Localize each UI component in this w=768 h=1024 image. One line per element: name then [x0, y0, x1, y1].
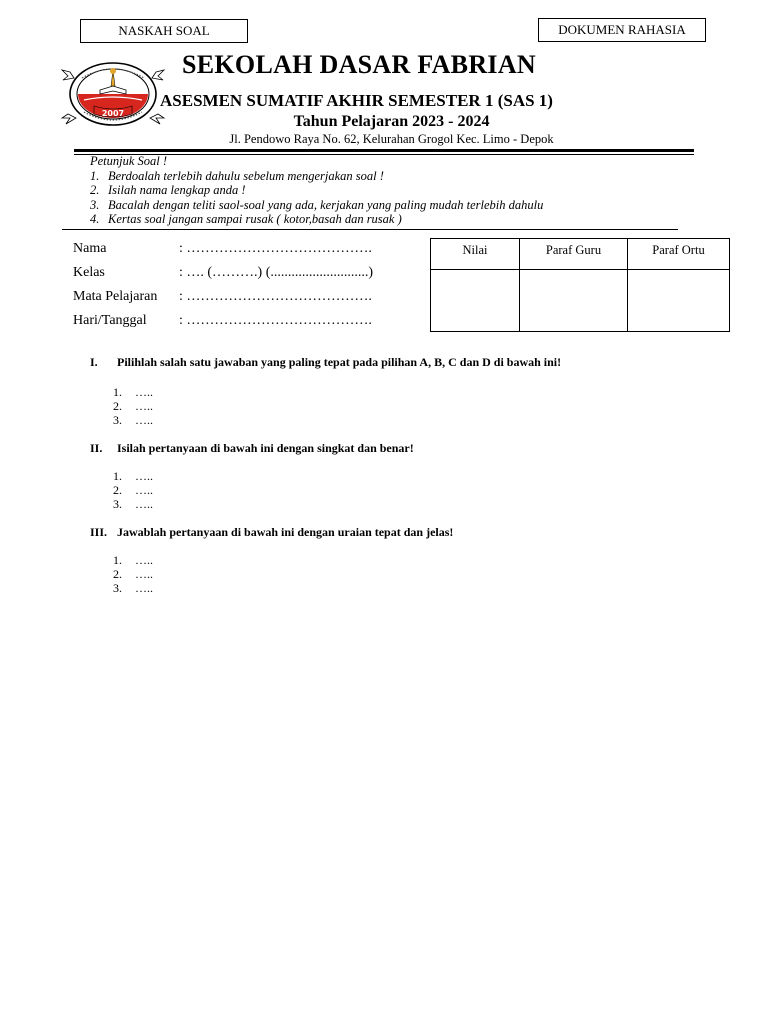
question-item — [113, 399, 153, 413]
question-number: 2. — [113, 567, 122, 581]
identity-row-mata-pelajaran[interactable] — [73, 285, 373, 309]
question-text: ….. — [135, 469, 153, 483]
academic-year: Tahun Pelajaran 2023 - 2024 — [293, 113, 490, 130]
crest-year: 2007 — [101, 109, 125, 118]
identity-fill-line[interactable]: : …………………………………. — [179, 289, 372, 304]
section-number: III. — [90, 525, 108, 539]
identity-row-kelas[interactable] — [73, 261, 373, 285]
question-item — [113, 497, 153, 511]
question-item — [113, 385, 153, 399]
column-header-nilai: Nilai — [431, 239, 520, 270]
question-text: ….. — [135, 553, 153, 567]
question-text: ….. — [135, 385, 153, 399]
question-text: ….. — [135, 413, 153, 427]
identity-label: Nama — [73, 241, 107, 256]
naskah-soal-label: NASKAH SOAL — [80, 19, 248, 43]
question-item — [113, 567, 153, 581]
question-number: 1. — [113, 469, 122, 483]
instruction-text: Berdoalah terlebih dahulu sebelum mengerjakan soal ! — [108, 168, 384, 183]
school-address: Jl. Pendowo Raya No. 62, Kelurahan Grogol Kec. Limo - Depok — [229, 132, 554, 146]
question-item — [113, 581, 153, 595]
score-signature-table — [430, 238, 730, 332]
instruction-text: Bacalah dengan teliti saol-soal yang ada, kerjakan yang paling mudah terlebih dahulu — [108, 197, 544, 212]
instruction-number: 2. — [90, 183, 100, 197]
instruction-number: 1. — [90, 168, 100, 183]
question-number: 1. — [113, 553, 122, 567]
identity-fill-line[interactable]: : …. (……….) (............................) — [179, 265, 374, 280]
identity-label: Kelas — [73, 265, 105, 280]
column-header-paraf-guru: Paraf Guru — [520, 239, 628, 270]
question-item — [113, 483, 153, 497]
section-heading — [90, 525, 453, 540]
question-number: 1. — [113, 385, 122, 399]
instructions-title: Petunjuk Soal ! — [90, 154, 168, 168]
section-title: Jawablah pertanyaan di bawah ini dengan uraian tepat dan jelas! — [117, 525, 454, 539]
question-list — [113, 553, 153, 595]
question-list — [113, 469, 153, 511]
question-item — [113, 469, 153, 483]
question-text: ….. — [135, 483, 153, 497]
section-number: II. — [90, 441, 103, 455]
question-number: 3. — [113, 413, 122, 427]
question-item — [113, 553, 153, 567]
identity-row-nama[interactable] — [73, 237, 373, 261]
question-text: ….. — [135, 497, 153, 511]
question-text: ….. — [135, 567, 153, 581]
instructions-block — [90, 154, 543, 227]
question-number: 2. — [113, 483, 122, 497]
identity-fill-line[interactable]: : …………………………………. — [179, 241, 372, 256]
instruction-text: Kertas soal jangan sampai rusak ( kotor,basah dan rusak ) — [108, 212, 402, 226]
instruction-item — [90, 212, 543, 227]
dokumen-rahasia-label: DOKUMEN RAHASIA — [538, 18, 706, 42]
instructions-divider — [62, 229, 678, 230]
question-number: 3. — [113, 497, 122, 511]
nilai-cell[interactable] — [431, 270, 520, 332]
paraf-guru-cell[interactable] — [520, 270, 628, 332]
instruction-number: 3. — [90, 197, 100, 212]
identity-row-hari-tanggal[interactable] — [73, 309, 373, 333]
identity-label: Mata Pelajaran — [73, 289, 158, 304]
question-item — [113, 413, 153, 427]
instruction-item — [90, 183, 543, 198]
question-number: 2. — [113, 399, 122, 413]
question-text: ….. — [135, 399, 153, 413]
identity-label: Hari/Tanggal — [73, 313, 147, 328]
question-list — [113, 385, 153, 427]
identity-fill-line[interactable]: : …………………………………. — [179, 313, 372, 328]
column-header-paraf-ortu: Paraf Ortu — [628, 239, 730, 270]
instruction-text: Isilah nama lengkap anda ! — [108, 183, 246, 197]
paraf-ortu-cell[interactable] — [628, 270, 730, 332]
section-heading — [90, 355, 561, 370]
student-identity-block — [73, 237, 373, 333]
header-divider-thick — [74, 149, 694, 152]
section-number: I. — [90, 355, 98, 369]
instruction-number: 4. — [90, 212, 100, 226]
instruction-item — [90, 198, 543, 213]
instruction-item — [90, 169, 543, 184]
assessment-title: ASESMEN SUMATIF AKHIR SEMESTER 1 (SAS 1) — [160, 91, 553, 110]
section-heading — [90, 441, 414, 456]
school-name: SEKOLAH DASAR FABRIAN — [182, 50, 536, 79]
section-title: Isilah pertanyaan di bawah ini dengan singkat dan benar! — [117, 441, 414, 455]
section-title: Pilihlah salah satu jawaban yang paling tepat pada pilihan A, B, C dan D di bawah ini! — [117, 355, 562, 369]
question-number: 3. — [113, 581, 122, 595]
question-text: ….. — [135, 581, 153, 595]
